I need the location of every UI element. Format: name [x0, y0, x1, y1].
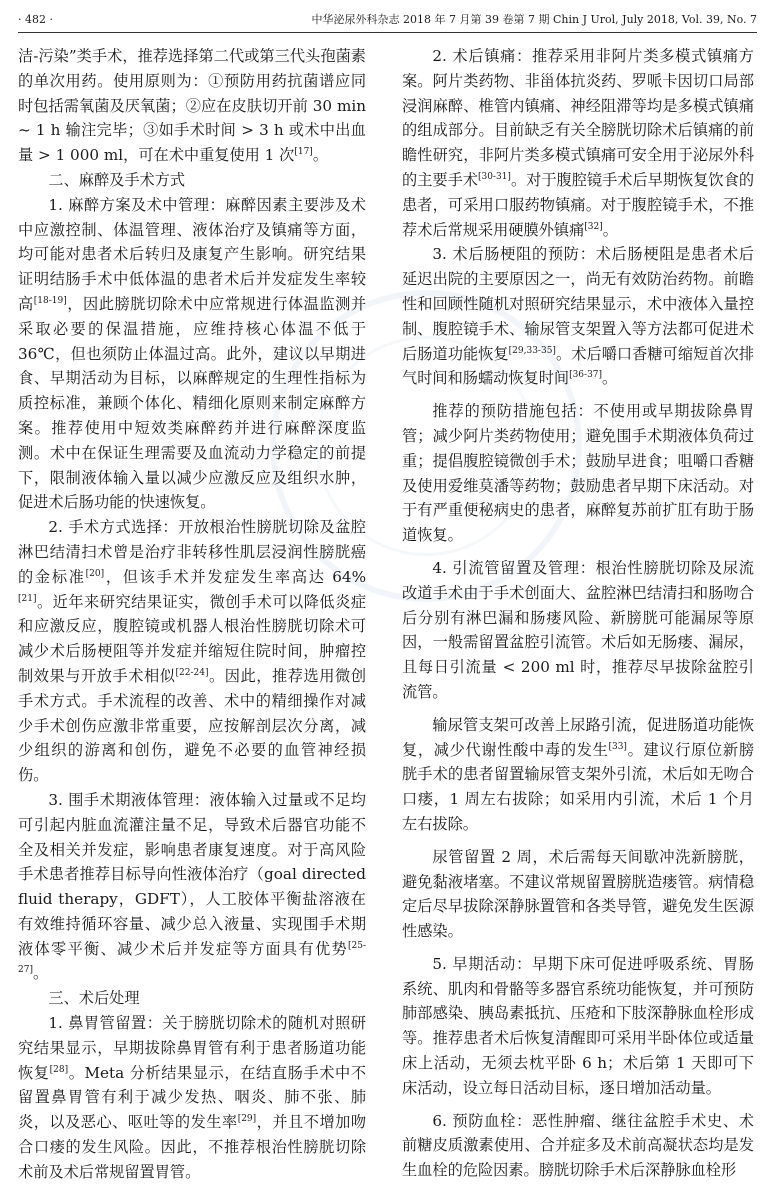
- paragraph: 4. 引流管留置及管理：根治性膀胱切除及尿流改道手术由于手术创面大、盆腔淋巴结清扫和肠吻合后分别有淋巴漏和肠瘘风险、新膀胱可能漏尿等原因，一般需留置盆腔引流管。术后如无肠瘘、漏尿，且每日引流量 < 200 ml 时，推荐尽早拔除盆腔引流管。: [402, 558, 754, 701]
- section-heading: 三、术后处理: [48, 989, 140, 1008]
- right-column: [402, 44, 754, 1183]
- paragraph: 3. 围手术期液体管理：液体输入过量或不足均可引起内脏血流灌注量不足，导致术后器官功能不全及相关并发症，影响患者康复速度。对于高风险手术患者推荐目标导向性液体治疗（goal directed fluid therapy，GDFT），人工胶体平衡盐溶液在有效维持循环容量、减少总入液量、实现围手术期液体零平衡、减少术后并发症等方面具有优势[25-27]。: [18, 790, 366, 983]
- paragraph: 洁-污染”类手术，推荐选择第二代或第三代头孢菌素的单次用药。使用原则为：①预防用药抗菌谱应同时包括需氧菌及厌氧菌；②应在皮肤切开前 30 min ~ 1 h 输注完毕；③如手术时间 > 3 h 或术中出血量 > 1 000 ml，可在术中重复使用 1 次[17]。: [18, 47, 366, 165]
- paragraph: 3. 术后肠梗阻的预防：术后肠梗阻是患者术后延迟出院的主要原因之一，尚无有效防治药物。前瞻性和回顾性随机对照研究结果显示，术中液体入量控制、腹腔镜手术、输尿管支架置入等方法都可促进术后肠道功能恢复[29,33-35]。术后嚼口香糖可缩短首次排气时间和肠蠕动恢复时间[36-37]。: [402, 245, 755, 388]
- running-title: 中华泌尿外科杂志 2018 年 7 月第 39 卷第 7 期 Chin J Urol, July 2018, Vol. 39, No. 7: [311, 13, 757, 26]
- paragraph: 5. 早期活动：早期下床可促进呼吸系统、胃肠系统、肌肉和骨骼等多器官系统功能恢复，并可预防肺部感染、胰岛素抵抗、压疮和下肢深静脉血栓形成等。推荐患者术后恢复清醒即可采用半卧体位或适量床上活动，无须去枕平卧 6 h；术后第 1 天即可下床活动，设立每日活动目标，逐日增加活动量。: [402, 954, 754, 1097]
- paragraph: 输尿管支架可改善上尿路引流，促进肠道功能恢复，减少代谢性酸中毒的发生[33]。建议行原位新膀胱手术的患者留置输尿管支架外引流，术后如无吻合口瘘，1 周左右拔除；如采用内引流，术后 1 个月左右拔除。: [402, 715, 755, 833]
- page-header: [18, 10, 757, 33]
- paragraph: 6. 预防血栓：恶性肿瘤、继往盆腔手术史、术前糖皮质激素使用、合并症多及术前高凝状态均是发生血栓的危险因素。膀胱切除手术后深静脉血栓形: [402, 1111, 754, 1180]
- left-column: [18, 44, 366, 1185]
- paragraph: 尿管留置 2 周，术后需每天间歇冲洗新膀胱，避免黏液堵塞。不建议常规留置膀胱造瘘管。病情稳定后尽早拔除深静脉置管和各类导管，避免发生医源性感染。: [402, 847, 754, 941]
- paragraph: 1. 鼻胃管留置：关于膀胱切除术的随机对照研究结果显示，早期拔除鼻胃管有利于患者肠道功能恢复[28]。Meta 分析结果显示，在结直肠手术中不留置鼻胃管有利于减少发热、咽炎、肺不张、肺炎，以及恶心、呕吐等的发生率[29]，并且不增加吻合口瘘的发生风险。因此，不推荐根治性膀胱切除术前及术后常规留置胃管。: [18, 1014, 367, 1181]
- paragraph: 1. 麻醉方案及术中管理：麻醉因素主要涉及术中应激控制、体温管理、液体治疗及镇痛等方面，均可能对患者术后转归及康复产生影响。研究结果证明结肠手术中低体温的患者术后并发症发生率较高[18-19]，因此膀胱切除术中应常规进行体温监测并采取必要的保温措施，应维持核心体温不低于 36℃，但也须防止体温过高。此外，建议以早期进食、早期活动为目标，以麻醉规定的生理性指标为质控标准，兼顾个体化、精细化原则来制定麻醉方案。推荐使用中短效类麻醉药并进行麻醉深度监测。术中在保证生理需要及血流动力学稳定的前提下，限制液体输入量以减少应激反应及组织水肿，促进术后肠功能的快速恢复。: [18, 195, 367, 512]
- paragraph: 2. 术后镇痛：推荐采用非阿片类多模式镇痛方案。阿片类药物、非甾体抗炎药、罗哌卡因切口局部浸润麻醉、椎管内镇痛、神经阻滞等均是多模式镇痛的组成部分。目前缺乏有关全膀胱切除术后镇痛的前瞻性研究，非阿片类多模式镇痛可安全用于泌尿外科的主要手术[30-31]。对于腹腔镜手术后早期恢复饮食的患者，可采用口服药物镇痛。对于腹腔镜手术，不推荐术后常规采用硬膜外镇痛[32]。: [402, 47, 755, 239]
- paragraph: 推荐的预防措施包括：不使用或早期拔除鼻胃管；减少阿片类药物使用；避免围手术期液体负荷过重；提倡腹腔镜微创手术；鼓励早进食；咀嚼口香糖及使用爱维莫潘等药物；鼓励患者早期下床活动。对于有严重便秘病史的患者，麻醉复苏前扩肛有助于肠道恢复。: [402, 402, 754, 545]
- page-number: · 482 ·: [18, 13, 53, 26]
- section-heading: 二、麻醉及手术方式: [48, 170, 186, 189]
- paragraph: 2. 手术方式选择：开放根治性膀胱切除及盆腔淋巴结清扫术曾是治疗非转移性肌层浸润性膀胱癌的金标准[20]，但该手术并发症发生率高达 64%[21]。近年来研究结果证实，微创手术可以降低炎症和应激反应，腹腔镜或机器人根治性膀胱切除术可减少术后肠梗阻等并发症并缩短住院时间，肿瘤控制效果与开放手术相似[22-24]。因此，推荐选用微创手术方式。手术流程的改善、术中的精细操作对减少手术创伤应激非常重要，应按解剖层次分离，减少组织的游离和创伤，避免不必要的血管神经损伤。: [18, 518, 367, 785]
